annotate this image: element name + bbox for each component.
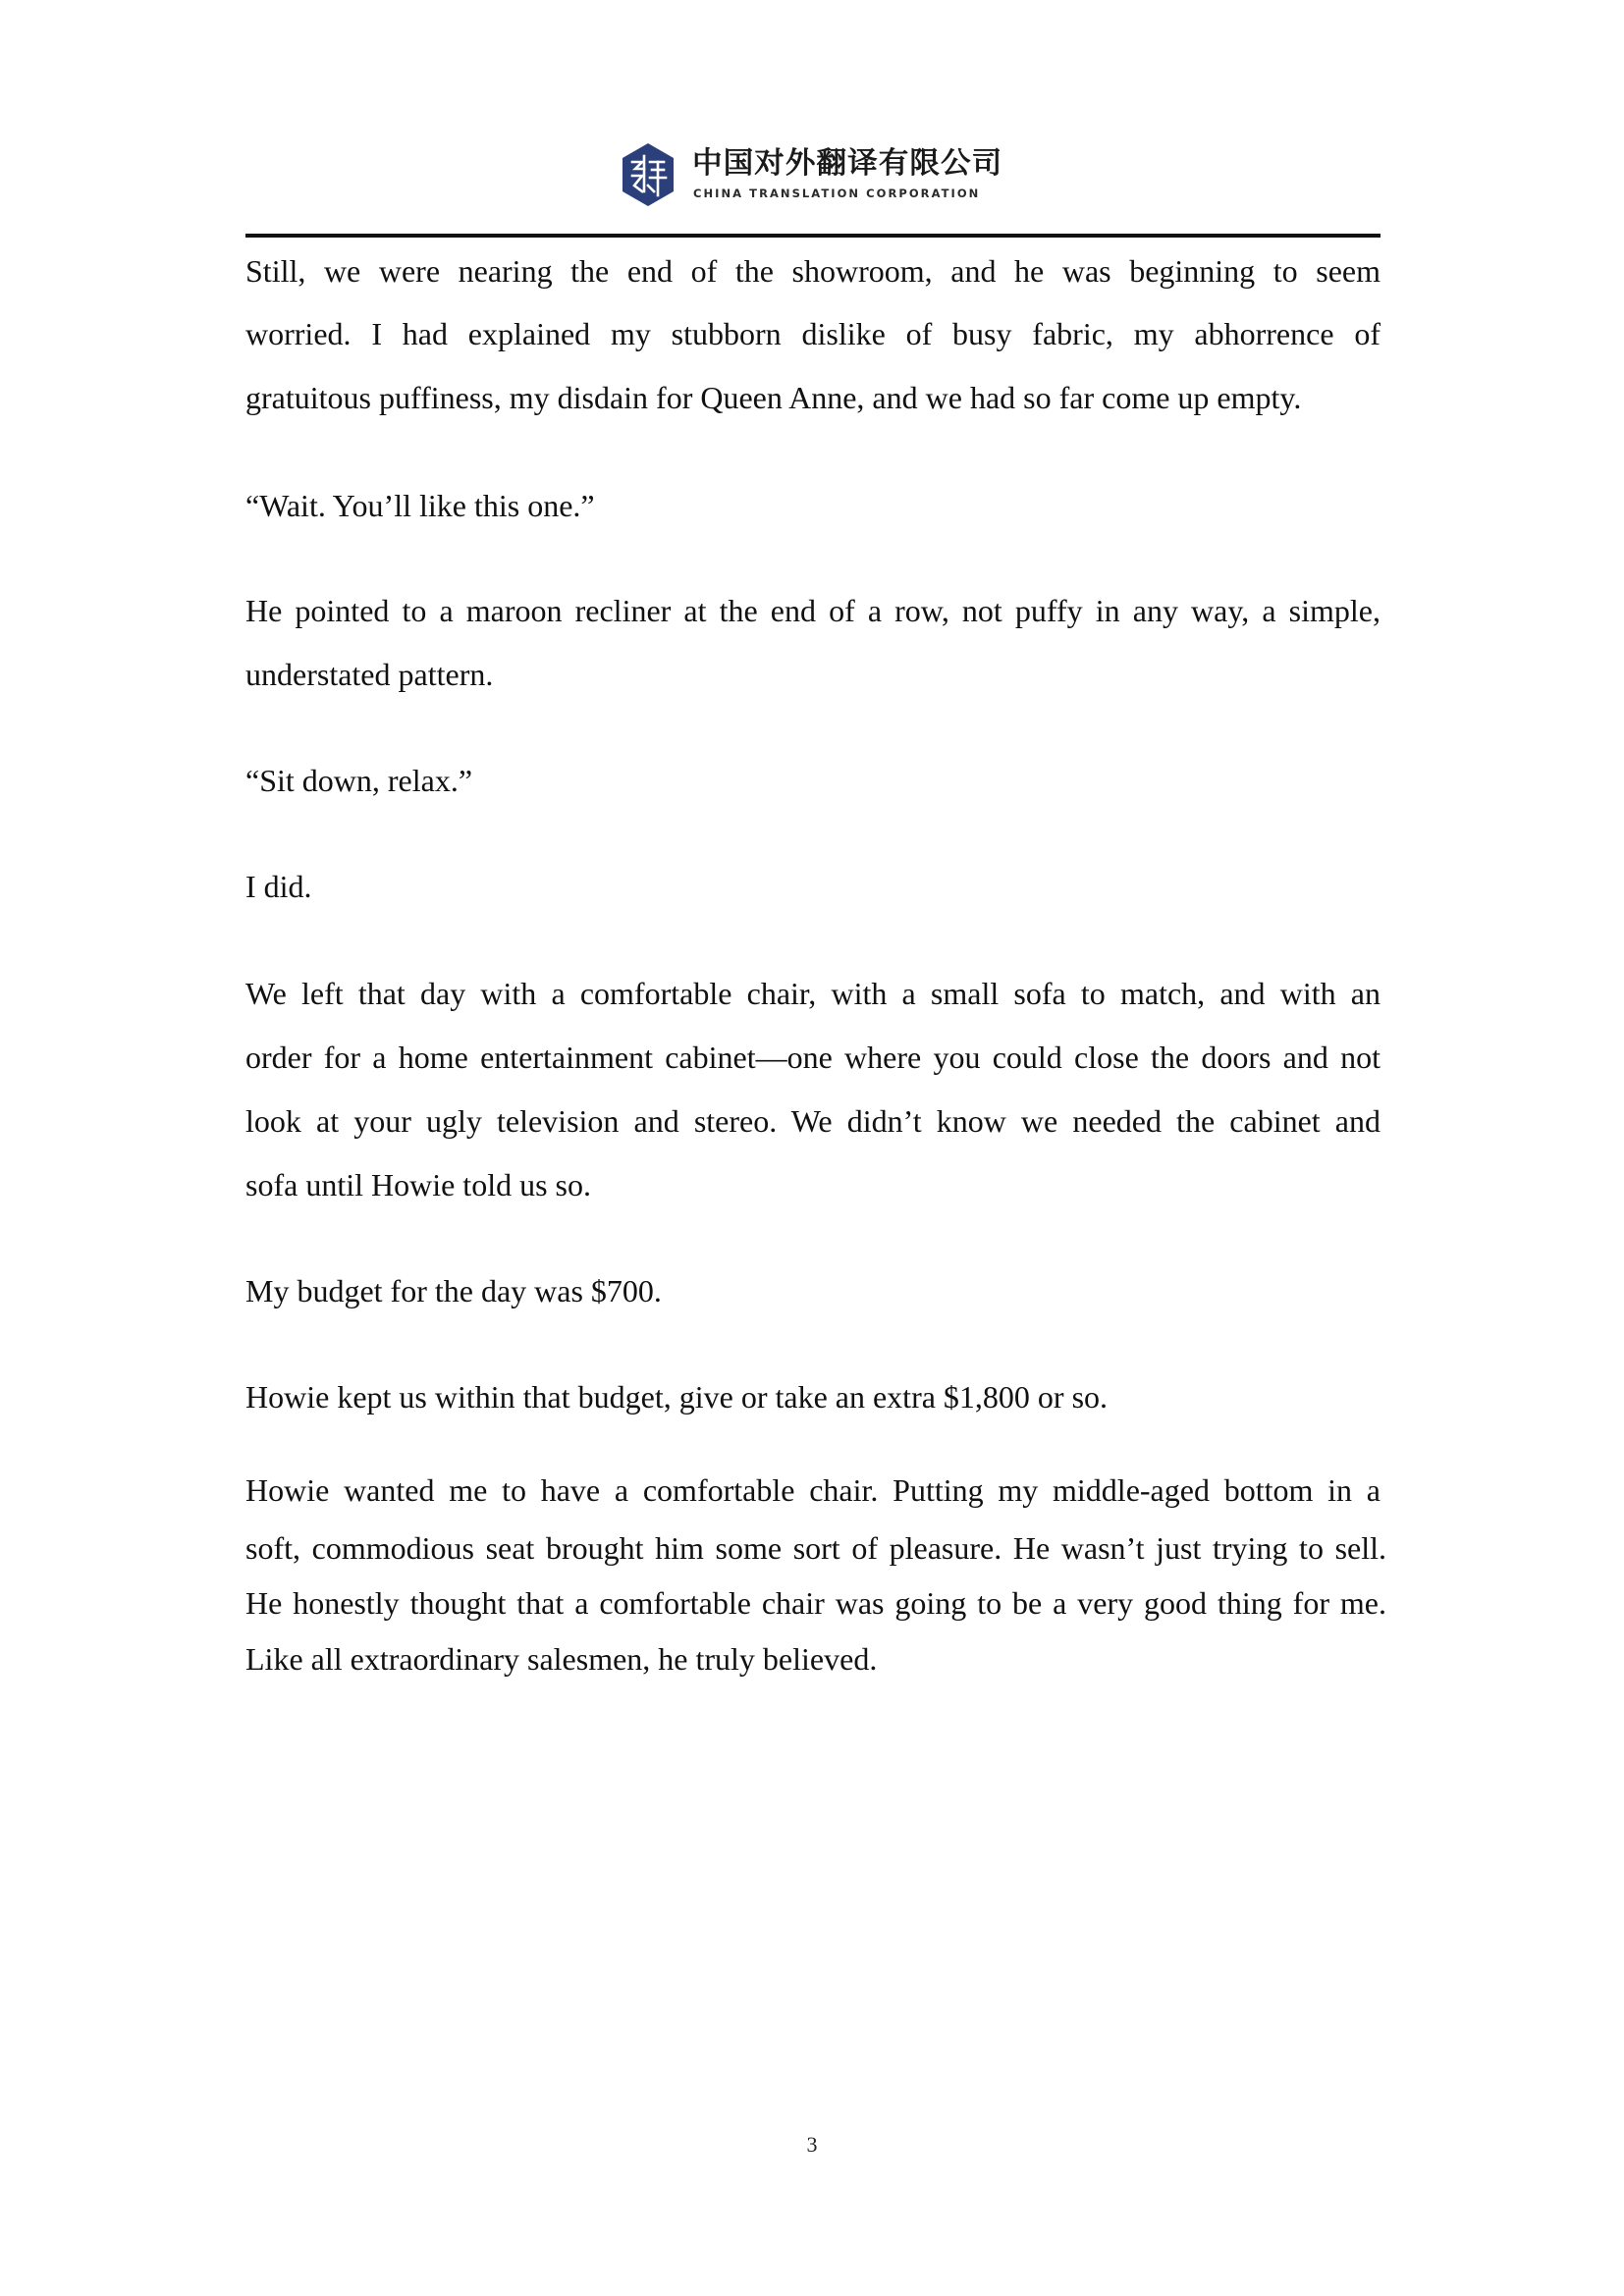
- paragraph-3-line-1: He pointed to a maroon recliner at the end of a row, not puffy in any way, a simple,: [245, 593, 1380, 628]
- paragraph-1-line-1: Still, we were nearing the end of the showroom, and he was beginning to seem: [245, 253, 1380, 289]
- paragraph-9-line-4: Like all extraordinary salesmen, he truly believed.: [245, 1641, 878, 1677]
- paragraph-9-line-1: Howie wanted me to have a comfortable chair. Putting my middle-aged bottom in a: [245, 1472, 1380, 1508]
- paragraph-9-line-3: He honestly thought that a comfortable chair was going to be a very good thing for me.: [245, 1585, 1386, 1621]
- paragraph-4-line-1: “Sit down, relax.”: [245, 763, 473, 798]
- paragraph-6-line-3: look at your ugly television and stereo. We didn’t know we needed the cabinet and: [245, 1103, 1380, 1139]
- hexagon-translation-logo-icon: [621, 142, 676, 207]
- paragraph-5-line-1: I did.: [245, 869, 312, 904]
- paragraph-6-line-4: sofa until Howie told us so.: [245, 1167, 591, 1202]
- paragraph-7-line-1: My budget for the day was $700.: [245, 1273, 662, 1308]
- paragraph-6-line-2: order for a home entertainment cabinet—one where you could close the doors and not: [245, 1040, 1380, 1075]
- company-name-chinese: 中国对外翻译有限公司: [692, 146, 1003, 181]
- paragraph-1-line-3: gratuitous puffiness, my disdain for Queen Anne, and we had so far come up empty.: [245, 380, 1302, 415]
- paragraph-2-line-1: “Wait. You’ll like this one.”: [245, 488, 595, 523]
- paragraph-1-line-2: worried. I had explained my stubborn dislike of busy fabric, my abhorrence of: [245, 316, 1380, 351]
- company-name-english: CHINA TRANSLATION CORPORATION: [693, 187, 981, 200]
- paragraph-6-line-1: We left that day with a comfortable chair, with a small sofa to match, and with an: [245, 976, 1380, 1011]
- paragraph-9-line-2: soft, commodious seat brought him some sort of pleasure. He wasn’t just trying to sell.: [245, 1530, 1386, 1566]
- header-divider: [245, 234, 1380, 238]
- company-logo: [619, 140, 1011, 214]
- paragraph-8-line-1: Howie kept us within that budget, give or take an extra $1,800 or so.: [245, 1379, 1109, 1415]
- paragraph-3-line-2: understated pattern.: [245, 657, 494, 692]
- page-number: 3: [806, 2132, 818, 2157]
